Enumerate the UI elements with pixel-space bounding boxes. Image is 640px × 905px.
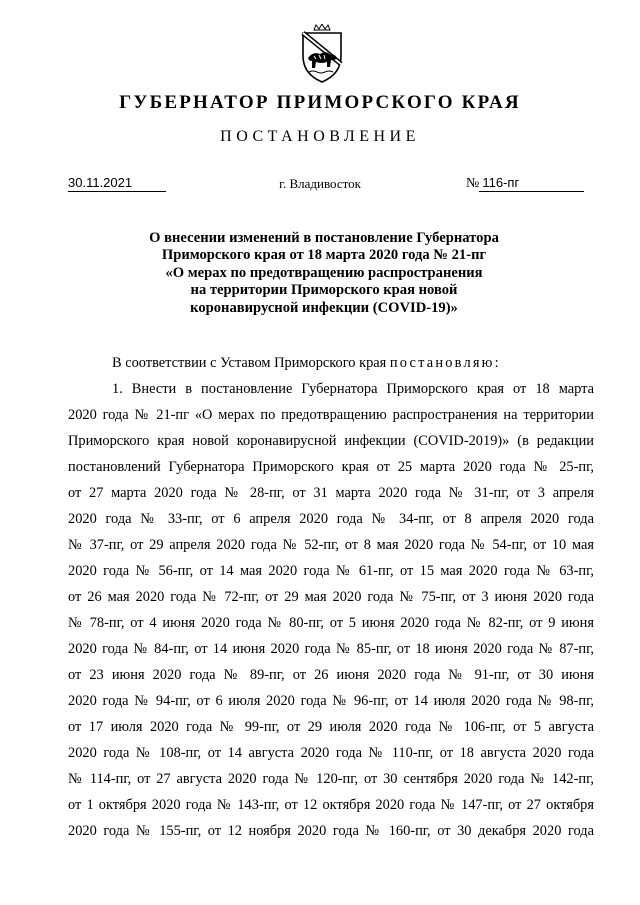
paragraph-line: 2020 года № 108-пг, от 14 августа 2020 года № 110-пг, от 18 августа 2020 года: [68, 745, 594, 761]
document-date: 30.11.2021: [68, 175, 166, 192]
paragraph-line: 2020 года № 56-пг, от 14 мая 2020 года № 61-пг, от 15 мая 2020 года № 63-пг,: [68, 563, 594, 579]
subject-line: Приморского края от 18 марта 2020 года № 21-пг: [161, 247, 487, 264]
paragraph-line: постановлений Губернатора Приморского края от 25 марта 2020 года № 25-пг,: [68, 459, 594, 475]
paragraph-line: от 17 июля 2020 года № 99-пг, от 29 июля 2020 года № 106-пг, от 5 августа: [68, 719, 594, 735]
document-subject: [120, 230, 528, 317]
paragraph-line: 2020 года № 84-пг, от 14 июня 2020 года № 85-пг, от 18 июня 2020 года № 87-пг,: [68, 641, 594, 657]
paragraph-line: № 37-пг, от 29 апреля 2020 года № 52-пг, от 8 мая 2020 года № 54-пг, от 10 мая: [68, 537, 594, 553]
paragraph-line: 2020 года № 94-пг, от 6 июля 2020 года № 96-пг, от 14 июля 2020 года № 98-пг,: [68, 693, 594, 709]
paragraph-line: от 27 марта 2020 года № 28-пг, от 31 марта 2020 года № 31-пг, от 3 апреля: [68, 485, 594, 501]
coat-of-arms-icon: [297, 24, 347, 84]
subject-line: коронавирусной инфекции (COVID-19)»: [190, 299, 458, 316]
document-type: ПОСТАНОВЛЕНИЕ: [220, 128, 420, 145]
paragraph-line: от 26 мая 2020 года № 72-пг, от 29 мая 2020 года № 75-пг, от 3 июня 2020 года: [68, 589, 594, 605]
subject-line: на территории Приморского края новой: [190, 282, 458, 299]
paragraph-line: 1. Внести в постановление Губернатора Приморского края от 18 марта: [112, 381, 594, 397]
document-body: [68, 350, 594, 844]
paragraph-line: 2020 года № 21-пг «О мерах по предотвращению распространения на территории: [68, 407, 594, 423]
preamble-text: В соответствии с Уставом Приморского края: [112, 355, 387, 371]
document-meta: [0, 175, 640, 197]
document-number: [466, 175, 584, 192]
paragraph-line: 2020 года № 33-пг, от 6 апреля 2020 года № 34-пг, от 8 апреля 2020 года: [68, 511, 594, 527]
number-value: 116-пг: [479, 175, 584, 192]
paragraph-line: 2020 года № 155-пг, от 12 ноября 2020 года № 160-пг, от 30 декабря 2020 года: [68, 823, 594, 839]
subject-line: О внесении изменений в постановление Губернатора: [149, 230, 499, 246]
number-sign: №: [466, 176, 480, 191]
paragraph-line: Приморского края новой коронавирусной инфекции (COVID-2019)» (в редакции: [68, 433, 594, 449]
document-city: г. Владивосток: [279, 176, 361, 191]
issuer-title: ГУБЕРНАТОР ПРИМОРСКОГО КРАЯ: [119, 92, 521, 113]
paragraph-line: от 1 октября 2020 года № 143-пг, от 12 октября 2020 года № 147-пг, от 27 октября: [68, 797, 594, 813]
preamble: [68, 350, 594, 376]
subject-line: «О мерах по предотвращению распространения: [165, 264, 483, 281]
paragraph-line: от 23 июня 2020 года № 89-пг, от 26 июня 2020 года № 91-пг, от 30 июня: [68, 667, 594, 683]
preamble-verb: постановляю:: [389, 355, 501, 371]
paragraph-line: № 114-пг, от 27 августа 2020 года № 120-пг, от 30 сентября 2020 года № 142-пг,: [68, 771, 594, 787]
paragraph-line: № 78-пг, от 4 июня 2020 года № 80-пг, от 5 июня 2020 года № 82-пг, от 9 июня: [68, 615, 594, 631]
